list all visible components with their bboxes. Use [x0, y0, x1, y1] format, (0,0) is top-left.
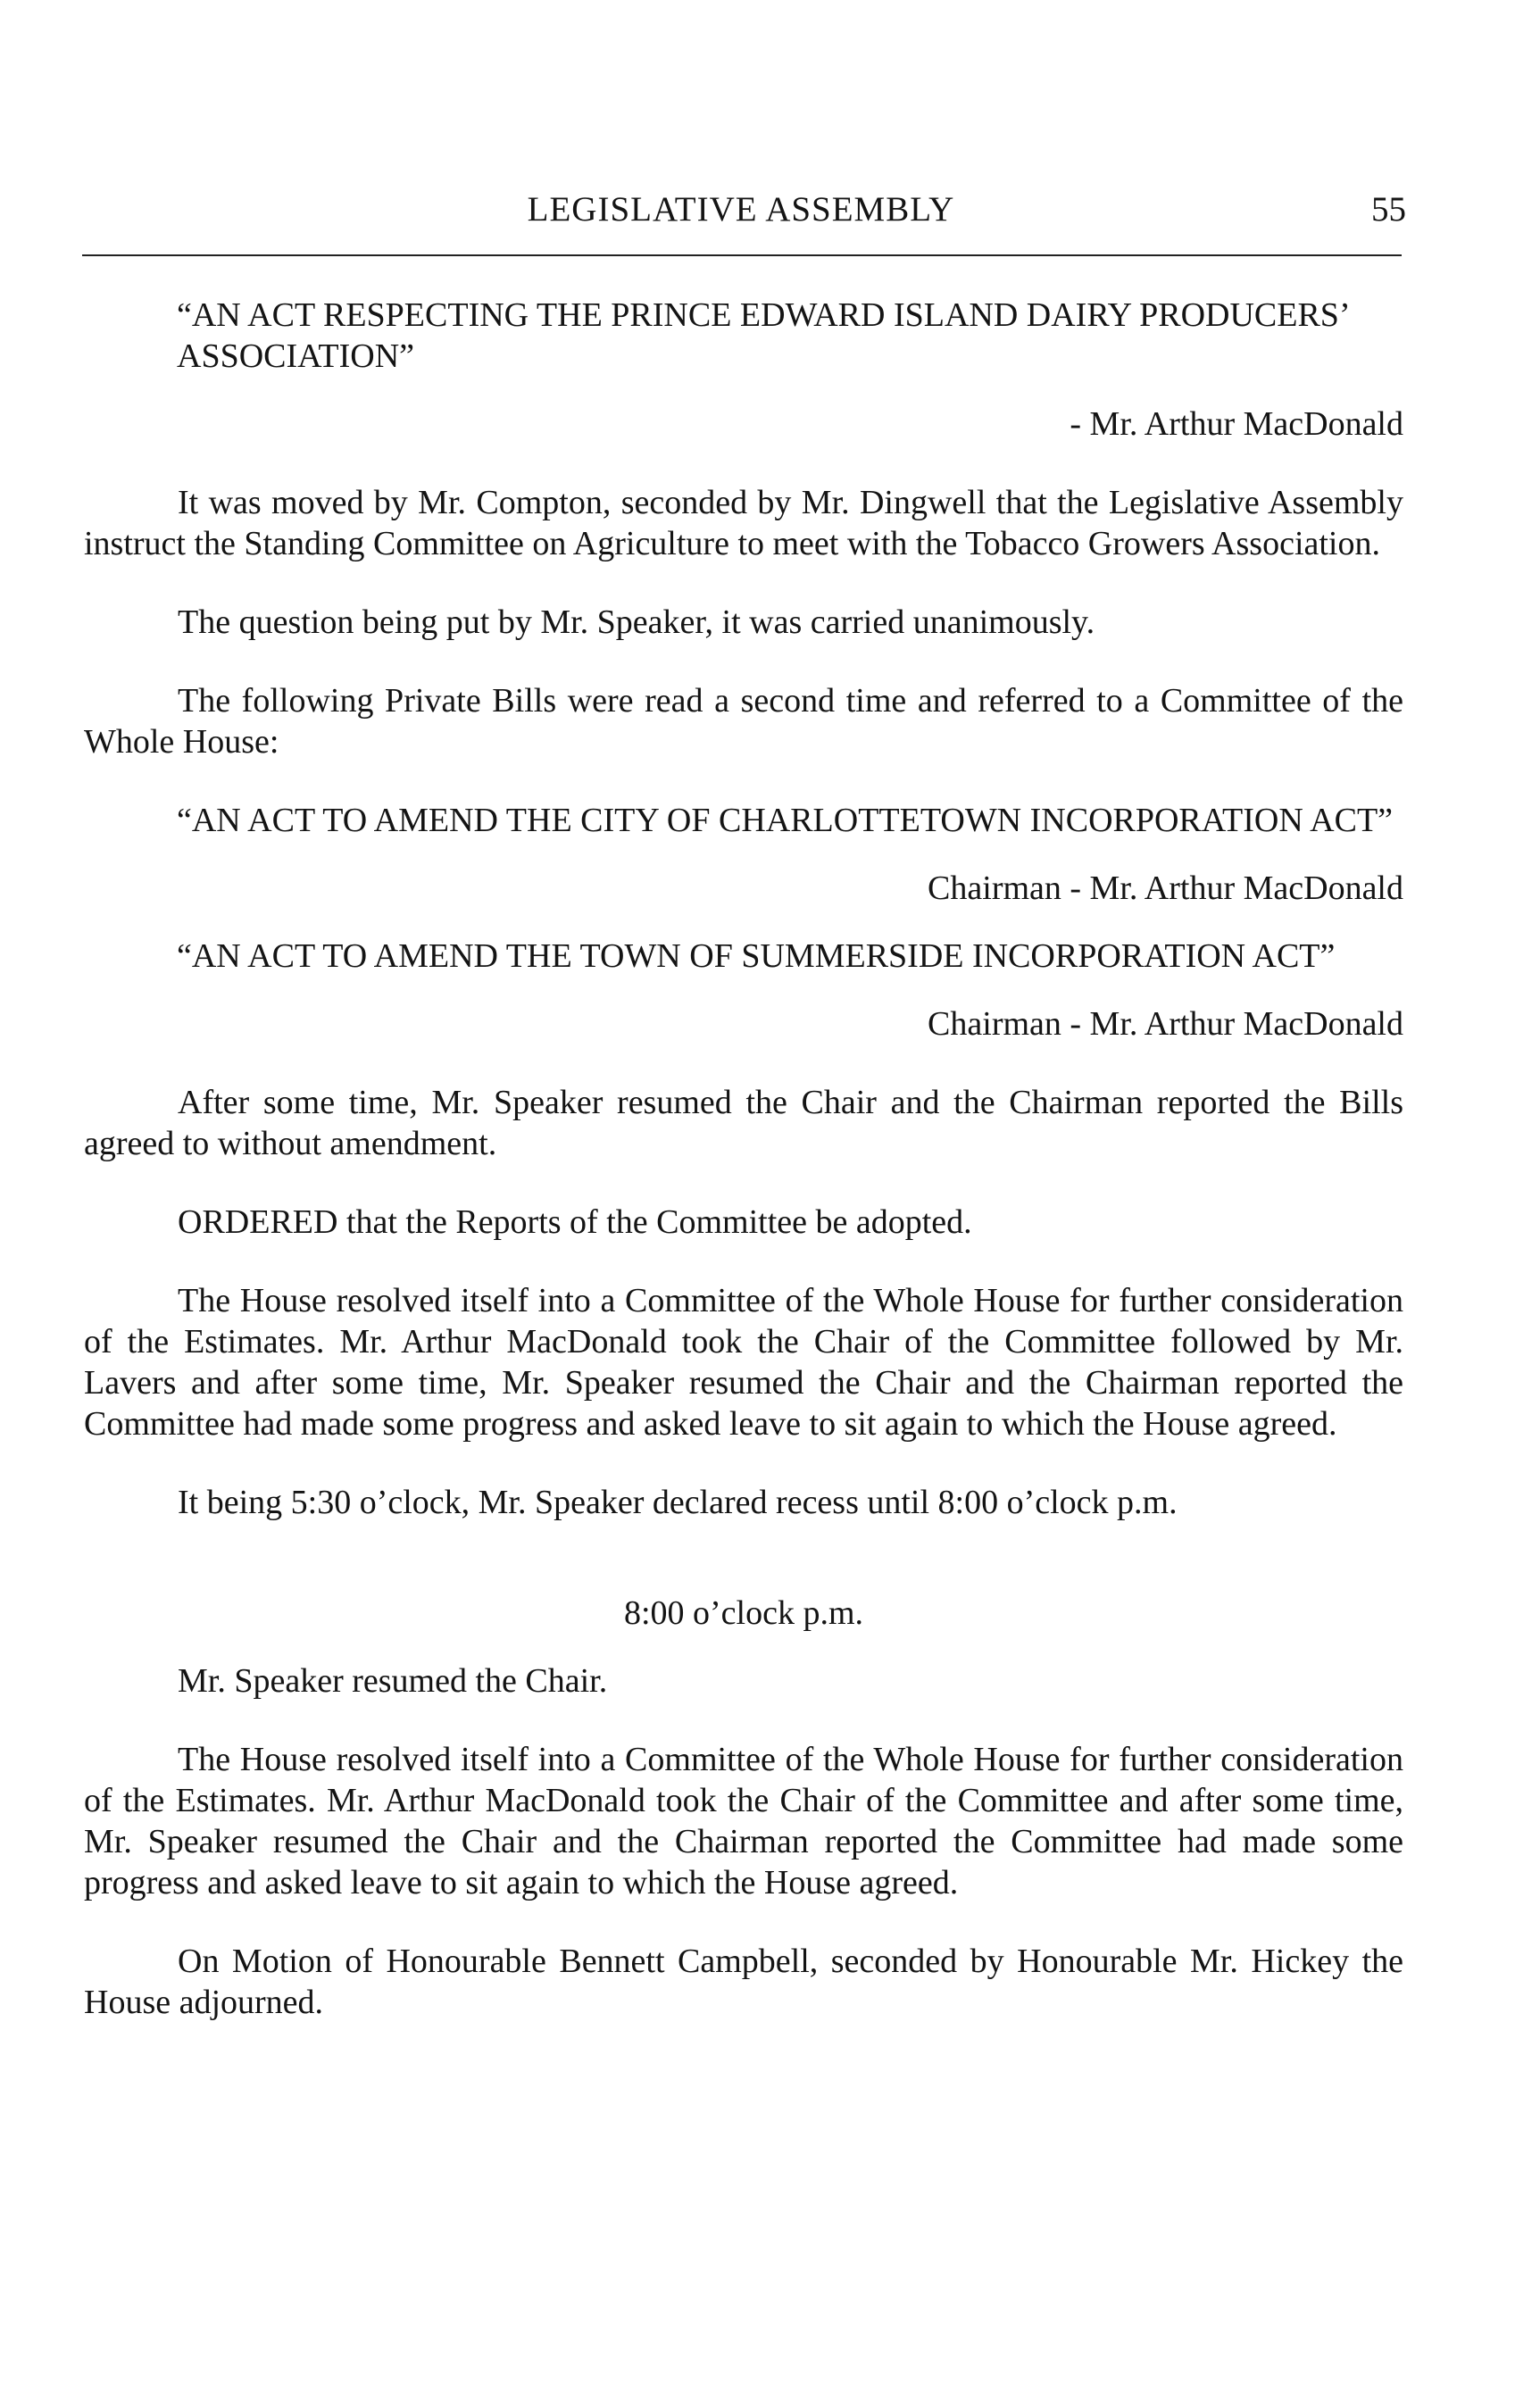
bill-title-dairy-producers: “AN ACT RESPECTING THE PRINCE EDWARD ISLAND DAIRY PRODUCERS’ ASSOCIATION”: [177, 296, 1348, 375]
bill-chairman: Chairman - Mr. Arthur MacDonald: [928, 869, 1403, 907]
paragraph-recess: It being 5:30 o’clock, Mr. Speaker declared recess until 8:00 o’clock p.m.: [178, 1484, 1178, 1521]
paragraph-estimates-first: The House resolved itself into a Committee of the Whole House for further consideration of the Estimates. Mr. Arthur MacDonald took the Chair of the Committee followed by Mr. Lavers and after some time, Mr. Speaker resumed the Chair and the Chairman reported the Committee had made some progress and asked leave to sit again to which the House agreed.: [84, 1282, 1403, 1443]
page-number: 55: [1371, 190, 1406, 229]
paragraph-question-carried: The question being put by Mr. Speaker, it was carried unanimously.: [178, 603, 1095, 641]
header-rule: [82, 254, 1402, 256]
bill-title-charlottetown: “AN ACT TO AMEND THE CITY OF CHARLOTTETOWN INCORPORATION ACT”: [177, 802, 1394, 839]
time-heading: 8:00 o’clock p.m.: [623, 1594, 864, 1632]
bill-chairman: Chairman - Mr. Arthur MacDonald: [928, 1005, 1403, 1043]
bill-title-summerside: “AN ACT TO AMEND THE TOWN OF SUMMERSIDE INCORPORATION ACT”: [177, 937, 1336, 975]
paragraph-speaker-resumed: Mr. Speaker resumed the Chair.: [178, 1662, 608, 1700]
page-body: [84, 295, 1403, 2023]
paragraph-motion-tobacco: It was moved by Mr. Compton, seconded by Mr. Dingwell that the Legislative Assembly instruct the Standing Committee on Agriculture to meet with the Tobacco Growers Association.: [84, 484, 1403, 562]
running-header: LEGISLATIVE ASSEMBLY: [527, 190, 955, 229]
bill-sponsor: - Mr. Arthur MacDonald: [1070, 405, 1403, 443]
paragraph-estimates-second: The House resolved itself into a Committee of the Whole House for further consideration of the Estimates. Mr. Arthur MacDonald took the Chair of the Committee and after some time, Mr. Speaker resumed the Chair and the Chairman reported the Committee had made some progress and asked leave to sit again to which the House agreed.: [84, 1741, 1403, 1901]
paragraph-bills-agreed: After some time, Mr. Speaker resumed the Chair and the Chairman reported the Bills agreed to without amendment.: [84, 1084, 1403, 1162]
paragraph-private-bills: The following Private Bills were read a second time and referred to a Committee of the Whole House:: [84, 682, 1403, 761]
paragraph-adjourned: On Motion of Honourable Bennett Campbell, seconded by Honourable Mr. Hickey the House adjourned.: [84, 1943, 1403, 2021]
paragraph-ordered: ORDERED that the Reports of the Committee be adopted.: [178, 1203, 972, 1241]
